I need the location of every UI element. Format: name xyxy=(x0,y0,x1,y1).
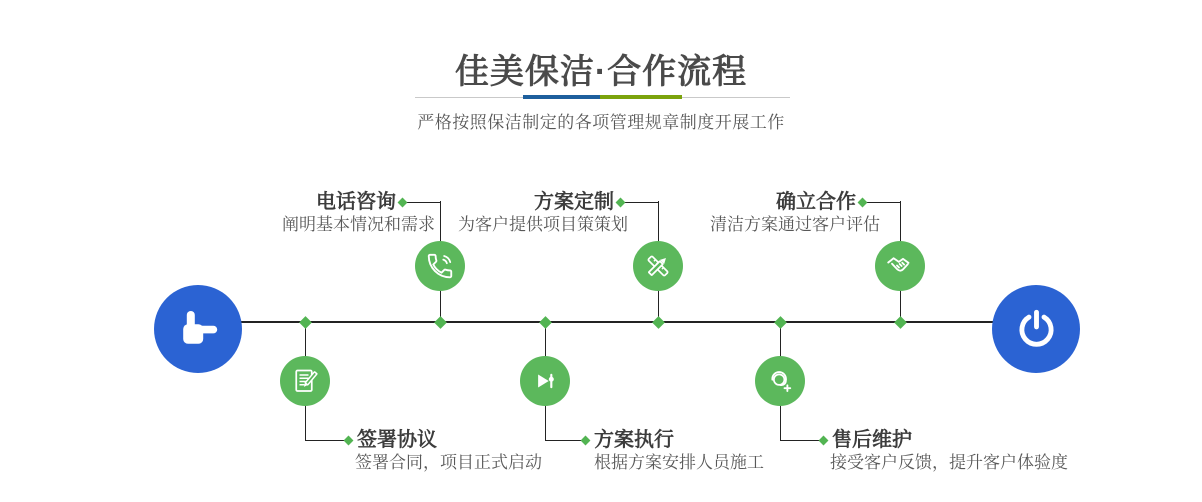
connector-line xyxy=(864,202,900,204)
step-desc: 签署合同，项目正式启动 xyxy=(355,453,542,472)
label-diamond xyxy=(818,435,828,445)
connector-line xyxy=(780,440,820,442)
step-node xyxy=(520,356,570,406)
timeline-diamond xyxy=(299,316,312,329)
step-title: 确立合作 xyxy=(776,191,856,213)
step-title: 电话咨询 xyxy=(316,191,396,213)
step-title: 方案执行 xyxy=(594,429,674,451)
label-diamond xyxy=(615,197,625,207)
timeline-diamond xyxy=(652,316,665,329)
step-desc: 为客户提供项目策策划 xyxy=(458,215,628,234)
step-desc: 清洁方案通过客户评估 xyxy=(710,215,880,234)
timeline-end-node xyxy=(992,285,1080,373)
step-node xyxy=(875,241,925,291)
timeline-diamond xyxy=(774,316,787,329)
step-node xyxy=(280,356,330,406)
handshake-icon xyxy=(885,251,915,281)
label-diamond xyxy=(580,435,590,445)
timeline-diamond xyxy=(894,316,907,329)
label-diamond xyxy=(857,197,867,207)
contract-icon xyxy=(290,366,320,396)
step-node xyxy=(415,241,465,291)
step-title: 方案定制 xyxy=(534,191,614,213)
step-desc: 阐明基本情况和需求 xyxy=(282,215,435,234)
connector-line xyxy=(305,440,345,442)
connector-line xyxy=(404,202,440,204)
design-icon xyxy=(643,251,673,281)
title-divider-accent-blue xyxy=(523,95,600,99)
label-diamond xyxy=(397,197,407,207)
execute-icon xyxy=(530,366,560,396)
page-title: 佳美保洁·合作流程 xyxy=(454,53,748,91)
step-title: 售后维护 xyxy=(832,429,912,451)
support-icon xyxy=(765,366,795,396)
step-desc: 接受客户反馈，提升客户体验度 xyxy=(830,453,1068,472)
power-icon xyxy=(1014,307,1059,352)
timeline-start-node xyxy=(154,285,242,373)
connector-line xyxy=(622,202,658,204)
step-node xyxy=(633,241,683,291)
label-diamond xyxy=(343,435,353,445)
step-title: 签署协议 xyxy=(357,429,437,451)
connector-line xyxy=(545,440,583,442)
timeline-diamond xyxy=(539,316,552,329)
title-divider-accent-green xyxy=(600,95,682,99)
page-subtitle: 严格按照保洁制定的各项管理规章制度开展工作 xyxy=(417,113,785,132)
timeline-diamond xyxy=(434,316,447,329)
phone-call-icon xyxy=(425,251,455,281)
timeline-main-line xyxy=(198,321,1036,323)
step-desc: 根据方案安排人员施工 xyxy=(594,453,764,472)
hand-pointer-icon xyxy=(174,305,222,353)
step-node xyxy=(755,356,805,406)
